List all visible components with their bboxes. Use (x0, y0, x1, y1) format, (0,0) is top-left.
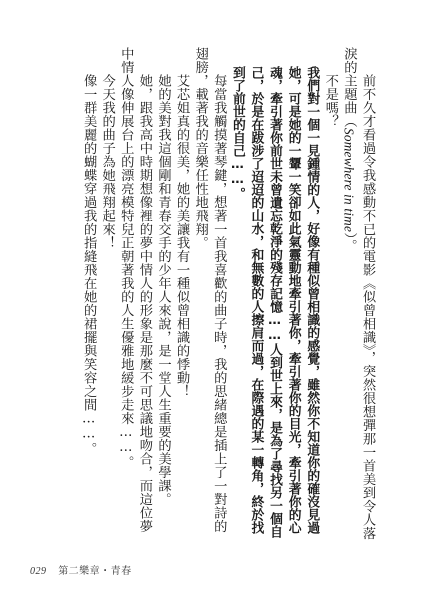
paragraph: 她，跟我高中時期想像裡的夢中情人的形象是那麼不可思議地吻合，而這位夢中情人像伸展台上的漂亮模特兒正朝著我的人生優雅地緩步走來……。 (118, 47, 152, 533)
section-title: 第二樂章・青春 (58, 566, 132, 577)
paragraph: 每當我觸摸著琴鍵，想著一首我喜歡的曲子時，我的思緒總是插上了一對詩的翅膀，載著我的音樂任性地飛翔。 (192, 47, 227, 533)
page-body (46, 47, 376, 543)
highlighted-quote: 我們對一個一見鍾情的人，好像有種似曾相識的感覺，雖然你不知道你的確沒見過她，可是她的一顰一笑卻如此氣靈動地牽引著你，牽引著你的目光，牽引著你的心魂，牽引著你前世未曾遺忘乾淨的殘存記憶……人到世上來，是為了尋找另一個自己，於是在跋涉了迢迢的山水，和無數的人擦肩而過，在際遇的某一轉角，終於找到了前世的自己……。 (229, 66, 320, 539)
paragraph: 不是嗎？ (322, 73, 338, 128)
song-title: Somewhere in time (341, 128, 357, 233)
paragraph-intro-end: ）。 (341, 232, 357, 253)
page-number: 029 (30, 566, 47, 577)
paragraph: 艾芯姐真的很美，她的美讓我有一種似曾相識的悸動！ (174, 73, 190, 398)
paragraph-intro-text: 前不久才看過令我感動不已的電影《似曾相識》，突然很想彈那一首美到令人落淚的主題曲（ (341, 47, 375, 540)
paragraph: 她的美對我這個剛和青春交手的少年人來說，是一堂人生重要的美學課。 (155, 73, 171, 506)
paragraph: 今天我的曲子為她飛翔起來！ (99, 73, 115, 250)
page-footer (30, 562, 132, 577)
paragraph: 像一群美麗的蝴蝶穿過我的指縫飛在她的裙擺與笑容之間……。 (81, 73, 97, 455)
paragraph-intro (339, 47, 376, 543)
